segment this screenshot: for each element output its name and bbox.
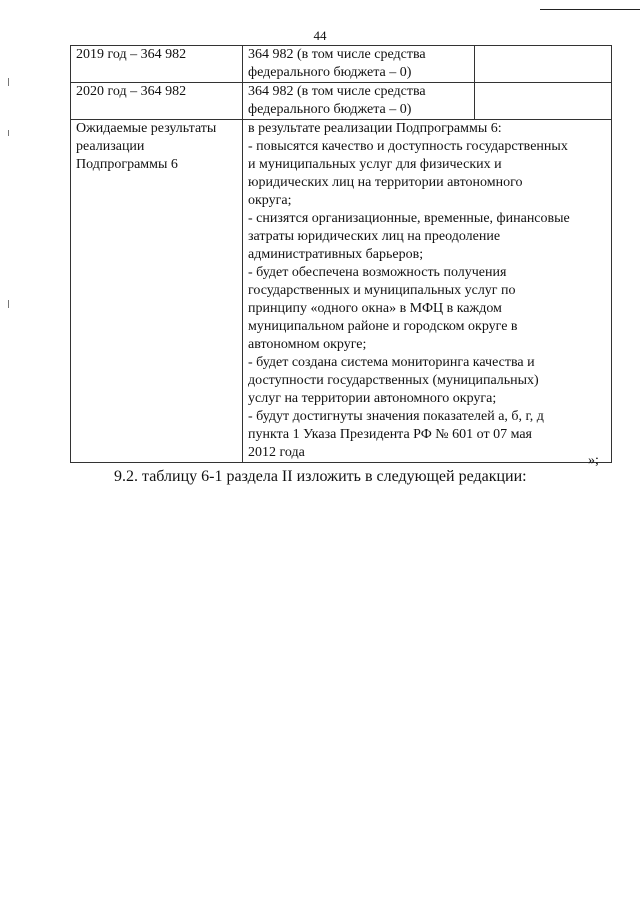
closing-quote: »;: [588, 453, 599, 468]
results-line: услуг на территории автономного округа;: [248, 391, 497, 406]
results-line: государственных и муниципальных услуг по: [248, 283, 516, 298]
value-line: 364 982 (в том числе средства: [248, 47, 426, 62]
value-line: федерального бюджета – 0): [248, 65, 412, 80]
results-line: муниципальном районе и городском округе в: [248, 319, 518, 334]
page-number: 44: [313, 28, 327, 43]
results-label-line: реализации: [76, 139, 145, 154]
results-line: автономном округе;: [248, 337, 367, 352]
row-value-cell: [243, 83, 475, 120]
row-label: 2020 год – 364 982: [76, 84, 187, 99]
row-label: 2019 год – 364 982: [76, 47, 187, 62]
margin-tick: [8, 130, 9, 136]
results-label-line: Подпрограммы 6: [76, 157, 178, 172]
amendment-paragraph: 9.2. таблицу 6-1 раздела II изложить в следующей редакции:: [114, 468, 527, 485]
results-line: - снизятся организационные, временные, финансовые: [248, 211, 570, 226]
table-row: [71, 83, 612, 120]
top-edge-mark: [540, 9, 640, 10]
results-value-cell: [243, 120, 612, 463]
program-table: [70, 45, 612, 463]
value-line: 364 982 (в том числе средства: [248, 84, 426, 99]
results-line: 2012 года: [248, 445, 305, 460]
results-line: доступности государственных (муниципальных): [248, 373, 539, 388]
row-extra-cell: [475, 83, 612, 120]
row-label-cell: [71, 83, 243, 120]
results-label-line: Ожидаемые результаты: [76, 121, 217, 136]
results-line: округа;: [248, 193, 292, 208]
table-row-results: [71, 120, 612, 463]
results-line: - будут достигнуты значения показателей а, б, г, д: [248, 409, 544, 424]
results-line: пункта 1 Указа Президента РФ № 601 от 07 мая: [248, 427, 532, 442]
results-label-cell: [71, 120, 243, 463]
row-extra-cell: [475, 46, 612, 83]
results-line: - повысятся качество и доступность государственных: [248, 139, 568, 154]
row-label-cell: [71, 46, 243, 83]
results-line: затраты юридических лиц на преодоление: [248, 229, 501, 244]
results-line: административных барьеров;: [248, 247, 424, 262]
row-value-cell: [243, 46, 475, 83]
results-line: - будет создана система мониторинга качества и: [248, 355, 535, 370]
results-line: принципу «одного окна» в МФЦ в каждом: [248, 301, 502, 316]
results-line: в результате реализации Подпрограммы 6:: [248, 121, 502, 136]
table-row: [71, 46, 612, 83]
results-line: юридических лиц на территории автономного: [248, 175, 523, 190]
results-line: и муниципальных услуг для физических и: [248, 157, 502, 172]
value-line: федерального бюджета – 0): [248, 102, 412, 117]
margin-tick: [8, 300, 9, 308]
margin-tick: [8, 78, 9, 86]
results-line: - будет обеспечена возможность получения: [248, 265, 507, 280]
